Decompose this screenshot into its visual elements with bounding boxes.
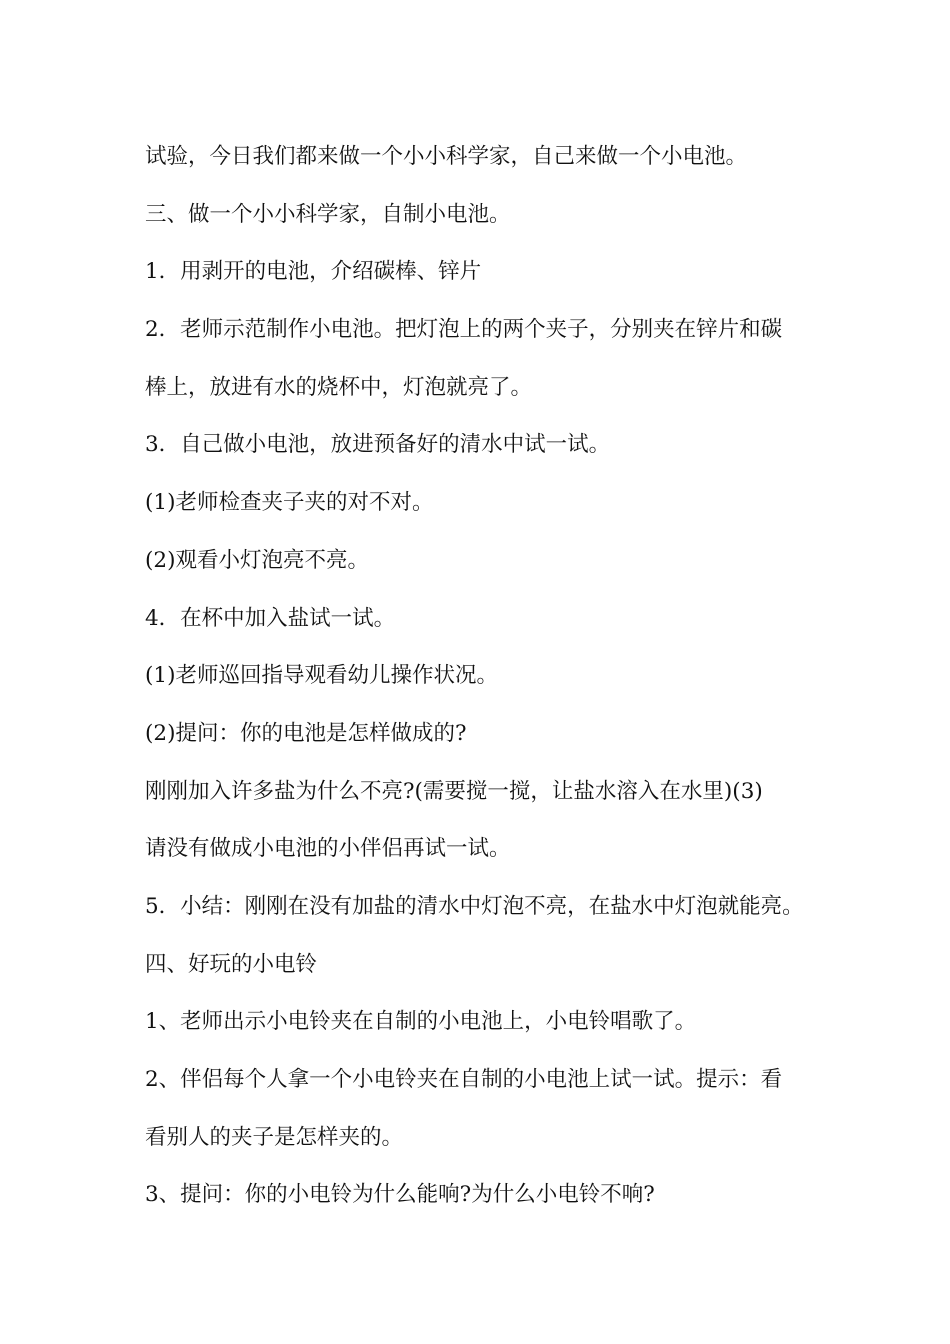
document-body [145, 128, 835, 1224]
text-line: 看别人的夹子是怎样夹的。 [145, 1124, 404, 1150]
text-line: 请没有做成小电池的小伴侣再试一试。 [145, 836, 511, 862]
list-item: 2．老师示范制作小电池。把灯泡上的两个夹子，分别夹在锌片和碳 [145, 317, 783, 343]
text-line: 刚刚加入许多盐为什么不亮?(需要搅一搅，让盐水溶入在水里)(3) [145, 778, 763, 804]
sub-list-item: (1)老师检查夹子夹的对不对。 [145, 490, 434, 516]
text-line: 试验，今日我们都来做一个小小科学家，自己来做一个小电池。 [145, 144, 748, 169]
list-item: 1．用剥开的电池，介绍碳棒、锌片 [145, 259, 482, 285]
list-item: 4．在杯中加入盐试一试。 [145, 605, 396, 631]
section-heading: 三、做一个小小科学家，自制小电池。 [145, 201, 511, 227]
list-item: 3、提问：你的小电铃为什么能响?为什么小电铃不响? [145, 1182, 655, 1208]
sub-list-item: (2)观看小灯泡亮不亮。 [145, 547, 369, 573]
sub-list-item: (2)提问：你的电池是怎样做成的? [145, 720, 467, 746]
list-item: 1、老师出示小电铃夹在自制的小电池上，小电铃唱歌了。 [145, 1009, 697, 1035]
sub-list-item: (1)老师巡回指导观看幼儿操作状况。 [145, 663, 498, 689]
list-item: 3．自己做小电池，放进预备好的清水中试一试。 [145, 432, 611, 458]
text-line: 棒上，放进有水的烧杯中，灯泡就亮了。 [145, 374, 533, 400]
list-item: 5．小结：刚刚在没有加盐的清水中灯泡不亮，在盐水中灯泡就能亮。 [145, 893, 804, 919]
list-item: 2、伴侣每个人拿一个小电铃夹在自制的小电池上试一试。提示：看 [145, 1067, 783, 1092]
section-heading: 四、好玩的小电铃 [145, 951, 318, 977]
